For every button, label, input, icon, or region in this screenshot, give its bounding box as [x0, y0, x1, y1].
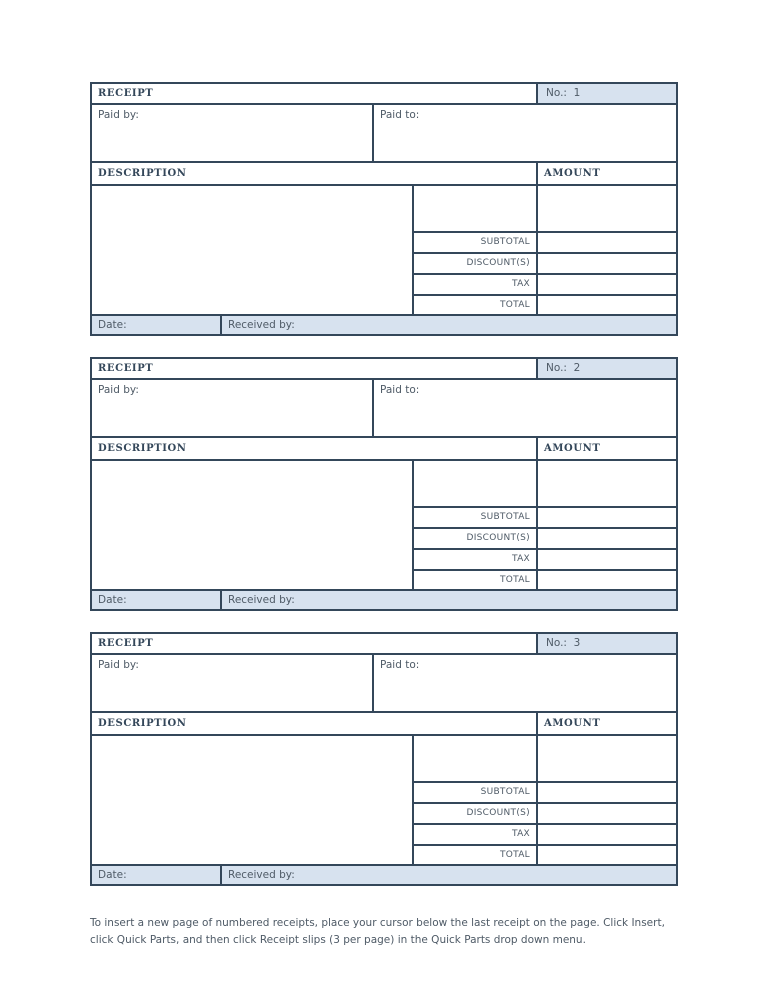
- total-row: [414, 294, 536, 314]
- description-header-cell: [92, 438, 538, 459]
- description-header: DESCRIPTION: [98, 443, 187, 454]
- tax-amount-field[interactable]: [538, 548, 676, 569]
- total-row: [414, 569, 536, 589]
- receipt-number-cell[interactable]: [538, 359, 676, 378]
- tax-row: [414, 273, 536, 294]
- line-items-area: [92, 461, 676, 589]
- received-by-label: Received by:: [228, 319, 295, 331]
- receipt-title-cell: [92, 84, 538, 103]
- summary-labels-column: [414, 186, 538, 314]
- paid-to-field[interactable]: [374, 655, 676, 711]
- receipt-header-row: [92, 84, 676, 105]
- receipt-title-cell: [92, 634, 538, 653]
- subtotal-row: [414, 231, 536, 252]
- paid-to-label: Paid to:: [380, 384, 420, 396]
- date-label: Date:: [98, 594, 127, 606]
- receipt-title: RECEIPT: [98, 638, 154, 649]
- discount-label: DISCOUNT(S): [466, 258, 530, 268]
- footer-row: [92, 589, 676, 609]
- received-by-field[interactable]: [222, 866, 676, 884]
- amount-field[interactable]: [538, 736, 676, 781]
- description-header: DESCRIPTION: [98, 718, 187, 729]
- total-row: [414, 844, 536, 864]
- discount-row: [414, 802, 536, 823]
- receipt-slip-3: [90, 632, 678, 886]
- line-items-area: [92, 186, 676, 314]
- subtotal-amount-field[interactable]: [538, 506, 676, 527]
- total-amount-field[interactable]: [538, 569, 676, 589]
- receipt-header-row: [92, 359, 676, 380]
- receipt-title: RECEIPT: [98, 363, 154, 374]
- receipt-title: RECEIPT: [98, 88, 154, 99]
- paid-by-label: Paid by:: [98, 384, 139, 396]
- date-field[interactable]: [92, 866, 222, 884]
- amount-header-cell: [538, 713, 676, 734]
- description-header-cell: [92, 163, 538, 184]
- amount-column: [538, 461, 676, 589]
- amount-header: AMOUNT: [544, 718, 601, 729]
- paid-row: [92, 655, 676, 713]
- paid-by-field[interactable]: [92, 655, 374, 711]
- amount-header: AMOUNT: [544, 168, 601, 179]
- tax-row: [414, 548, 536, 569]
- description-field[interactable]: [92, 461, 414, 589]
- subtotal-label: SUBTOTAL: [480, 787, 530, 797]
- description-header-row: [92, 713, 676, 736]
- discount-label: DISCOUNT(S): [466, 533, 530, 543]
- amount-field[interactable]: [538, 186, 676, 231]
- date-field[interactable]: [92, 591, 222, 609]
- subtotal-row: [414, 781, 536, 802]
- subtotal-label: SUBTOTAL: [480, 237, 530, 247]
- discount-row: [414, 527, 536, 548]
- discount-amount-field[interactable]: [538, 252, 676, 273]
- description-header-row: [92, 438, 676, 461]
- amount-header: AMOUNT: [544, 443, 601, 454]
- receipt-number: No.: 1: [546, 87, 581, 99]
- paid-row: [92, 380, 676, 438]
- subtotal-amount-field[interactable]: [538, 231, 676, 252]
- tax-label: TAX: [511, 829, 530, 839]
- date-label: Date:: [98, 319, 127, 331]
- received-by-label: Received by:: [228, 594, 295, 606]
- date-field[interactable]: [92, 316, 222, 334]
- description-field[interactable]: [92, 186, 414, 314]
- subtotal-label: SUBTOTAL: [480, 512, 530, 522]
- description-header-row: [92, 163, 676, 186]
- description-header: DESCRIPTION: [98, 168, 187, 179]
- total-amount-field[interactable]: [538, 294, 676, 314]
- receipt-number: No.: 3: [546, 637, 581, 649]
- amount-field[interactable]: [538, 461, 676, 506]
- discount-row: [414, 252, 536, 273]
- receipt-number: No.: 2: [546, 362, 581, 374]
- description-field[interactable]: [92, 736, 414, 864]
- footer-row: [92, 314, 676, 334]
- amount-header-cell: [538, 438, 676, 459]
- tax-label: TAX: [511, 554, 530, 564]
- receipt-header-row: [92, 634, 676, 655]
- paid-row: [92, 105, 676, 163]
- received-by-label: Received by:: [228, 869, 295, 881]
- total-label: TOTAL: [499, 850, 530, 860]
- paid-to-field[interactable]: [374, 380, 676, 436]
- receipt-number-cell[interactable]: [538, 84, 676, 103]
- receipt-slip-2: [90, 357, 678, 611]
- tax-row: [414, 823, 536, 844]
- instruction-note: To insert a new page of numbered receipts, place your cursor below the last receipt on the page. Click Insert, click Quick Parts, and then click Receipt slips (3 per page) in the Quick Parts drop down menu.: [90, 917, 665, 946]
- received-by-field[interactable]: [222, 316, 676, 334]
- summary-labels-column: [414, 461, 538, 589]
- receipt-number-cell[interactable]: [538, 634, 676, 653]
- total-label: TOTAL: [499, 300, 530, 310]
- total-label: TOTAL: [499, 575, 530, 585]
- amount-column: [538, 186, 676, 314]
- paid-by-label: Paid by:: [98, 659, 139, 671]
- footer-row: [92, 864, 676, 884]
- discount-amount-field[interactable]: [538, 527, 676, 548]
- discount-label: DISCOUNT(S): [466, 808, 530, 818]
- amount-header-cell: [538, 163, 676, 184]
- tax-amount-field[interactable]: [538, 273, 676, 294]
- amount-column: [538, 736, 676, 864]
- receipt-title-cell: [92, 359, 538, 378]
- receipt-slip-1: [90, 82, 678, 336]
- paid-to-label: Paid to:: [380, 659, 420, 671]
- tax-amount-field[interactable]: [538, 823, 676, 844]
- tax-label: TAX: [511, 279, 530, 289]
- line-items-area: [92, 736, 676, 864]
- paid-by-field[interactable]: [92, 380, 374, 436]
- paid-to-field[interactable]: [374, 105, 676, 161]
- summary-labels-column: [414, 736, 538, 864]
- paid-by-label: Paid by:: [98, 109, 139, 121]
- discount-amount-field[interactable]: [538, 802, 676, 823]
- paid-to-label: Paid to:: [380, 109, 420, 121]
- total-amount-field[interactable]: [538, 844, 676, 864]
- paid-by-field[interactable]: [92, 105, 374, 161]
- subtotal-row: [414, 506, 536, 527]
- date-label: Date:: [98, 869, 127, 881]
- subtotal-amount-field[interactable]: [538, 781, 676, 802]
- received-by-field[interactable]: [222, 591, 676, 609]
- description-header-cell: [92, 713, 538, 734]
